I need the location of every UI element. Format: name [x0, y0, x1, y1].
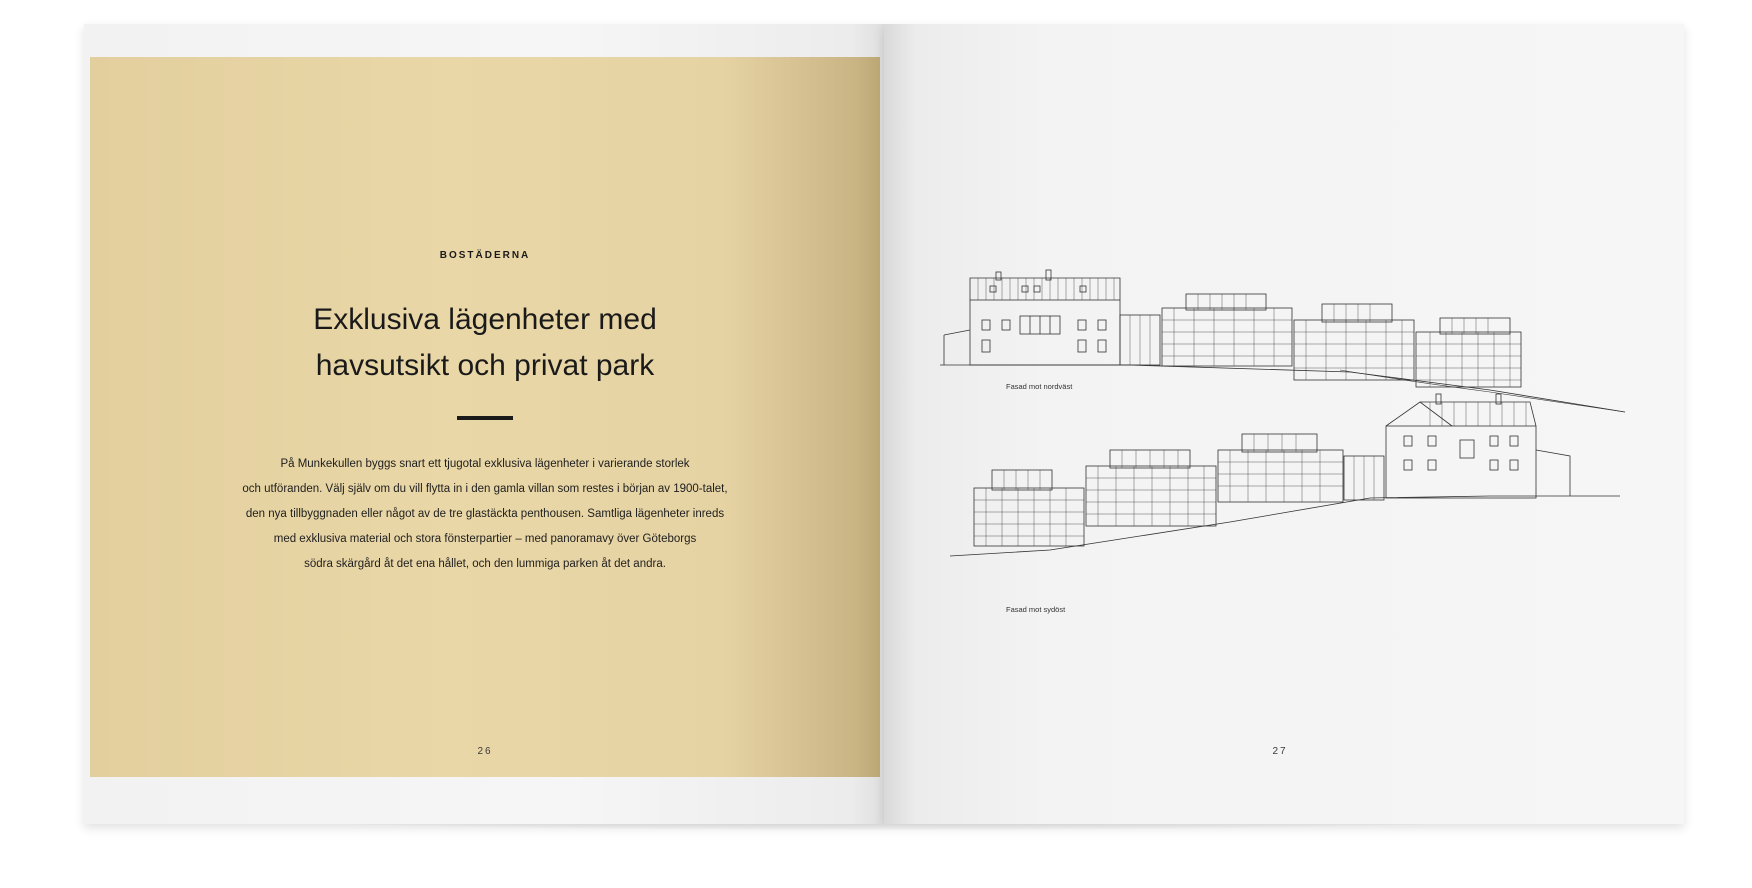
headline-line: Exklusiva lägenheter med — [313, 303, 657, 336]
section-kicker: BOSTÄDERNA — [439, 250, 531, 261]
caption-northwest: Fasad mot nordväst — [1006, 382, 1073, 391]
body-line: södra skärgård åt det ena hållet, och den lummiga parken åt det andra. — [304, 558, 666, 570]
headline-rule — [457, 416, 513, 420]
caption-southeast: Fasad mot sydöst — [1006, 605, 1066, 614]
headline-line: havsutsikt och privat park — [315, 349, 655, 382]
body-line: och utföranden. Välj själv om du vill flytta in i den gamla villan som restes i början av 1900-talet, — [242, 483, 728, 495]
body-line: På Munkekullen byggs snart ett tjugotal exklusiva lägenheter i varierande storlek — [280, 458, 690, 470]
facade-drawings — [930, 260, 1630, 620]
facade-southeast-drawing — [950, 394, 1620, 556]
body-line: den nya tillbyggnaden eller något av de tre glastäckta penthousen. Samtliga lägenheter inreds — [245, 508, 725, 520]
page-number-right: 27 — [1272, 746, 1288, 757]
page-headline — [90, 297, 880, 389]
body-paragraph — [90, 452, 880, 577]
page-number-left: 26 — [477, 746, 493, 757]
body-line: med exklusiva material och stora fönsterpartier – med panoramavy över Göteborgs — [273, 533, 697, 545]
gold-text-panel — [90, 57, 880, 777]
